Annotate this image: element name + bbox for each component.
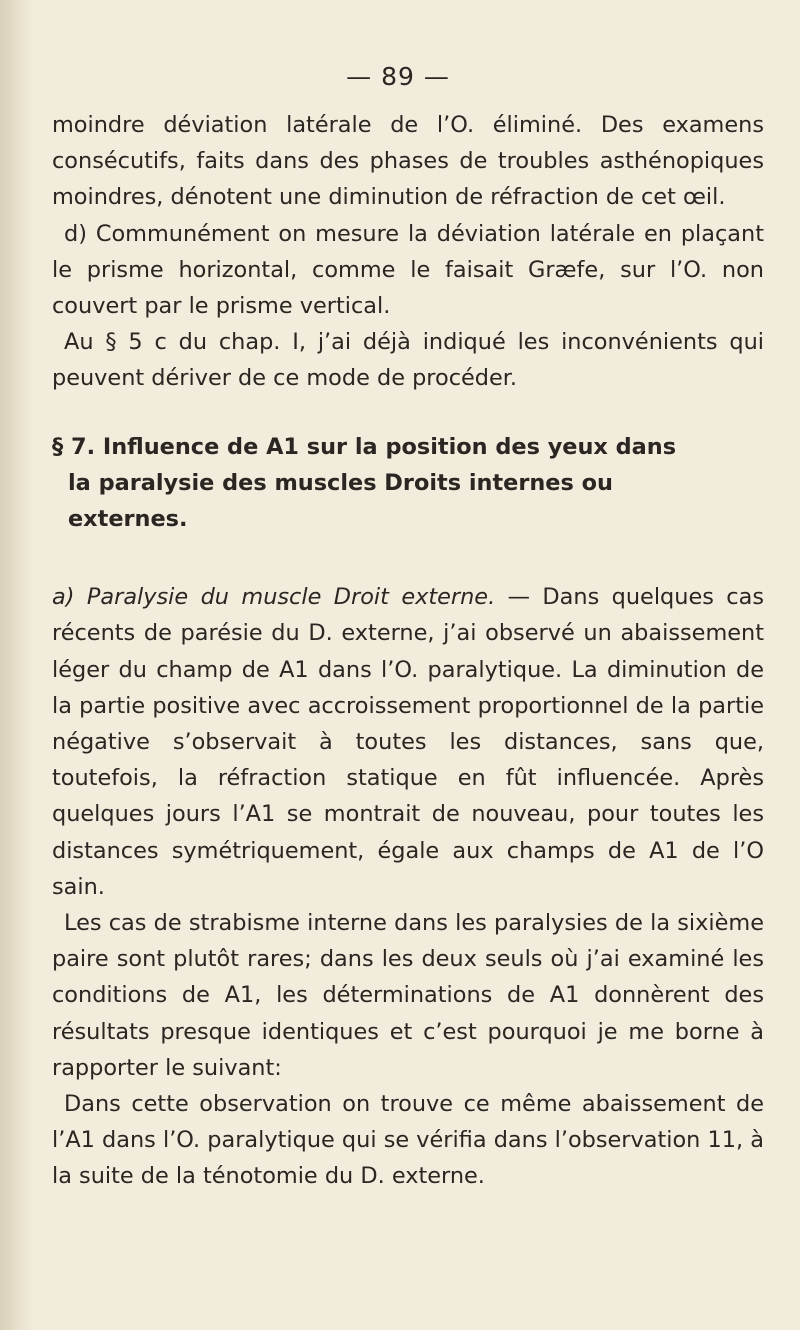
section-heading-line-3: externes. [68, 506, 188, 533]
paragraph-5: Les cas de strabisme interne dans les paralysies de la sixième paire sont plutôt rares; dans les deux seuls où j’ai examiné les conditions de A1, les déterminations de A1 donnèrent des résultats presque identiques et c’est pourquoi je me borne à rapporter le suivant: [52, 910, 764, 1081]
subsection-paragraph [52, 579, 764, 905]
paragraph-6: Dans cette observation on trouve ce même abaissement de l’A1 dans l’O. paralytique qui se vérifia dans l’observation 11, à la suite de la ténotomie du D. externe. [52, 1091, 764, 1190]
paragraph-2-text: d) Communément on mesure la déviation latérale en plaçant le prisme horizontal, comme le faisait Græfe, sur l’O. non couvert par le prisme vertical. [52, 220, 764, 320]
subsection-title: Paralysie du muscle Droit externe. [86, 584, 496, 611]
paragraph-3: Au § 5 c du chap. I, j’ai déjà indiqué les inconvénients qui peuvent dériver de ce mode de procéder. [52, 329, 764, 392]
section-heading-line-2: la paralysie des muscles Droits internes ou [68, 469, 613, 496]
subsection-body: — Dans quelques cas récents de parésie du D. externe, j’ai observé un abaissement léger du champ de A1 dans l’O. paralytique. La diminution de la partie positive avec accroissement proportionnel de la partie négative s’observait à toutes les distances, sans que, toutefois, la réfraction statique en fût influencée. Après quelques jours l’A1 se montrait de nouveau, pour toutes les distances symétriquement, égale aux champs de A1 de l’O sain. [52, 584, 764, 900]
section-heading-line-1: § 7. Influence de A1 sur la position des yeux dans [52, 433, 677, 460]
paragraph-2 [52, 216, 764, 325]
paragraph-1: moindre déviation latérale de l’O. éliminé. Des examens consécutifs, faits dans des phases de troubles asthénopiques moindres, dénotent une diminution de réfraction de cet œil. [52, 112, 764, 211]
section-heading [52, 429, 764, 538]
book-page [52, 62, 764, 1195]
page-number: — 89 — [346, 62, 450, 91]
subsection-label: a) [52, 584, 75, 611]
page-edge-shadow [0, 0, 34, 1330]
